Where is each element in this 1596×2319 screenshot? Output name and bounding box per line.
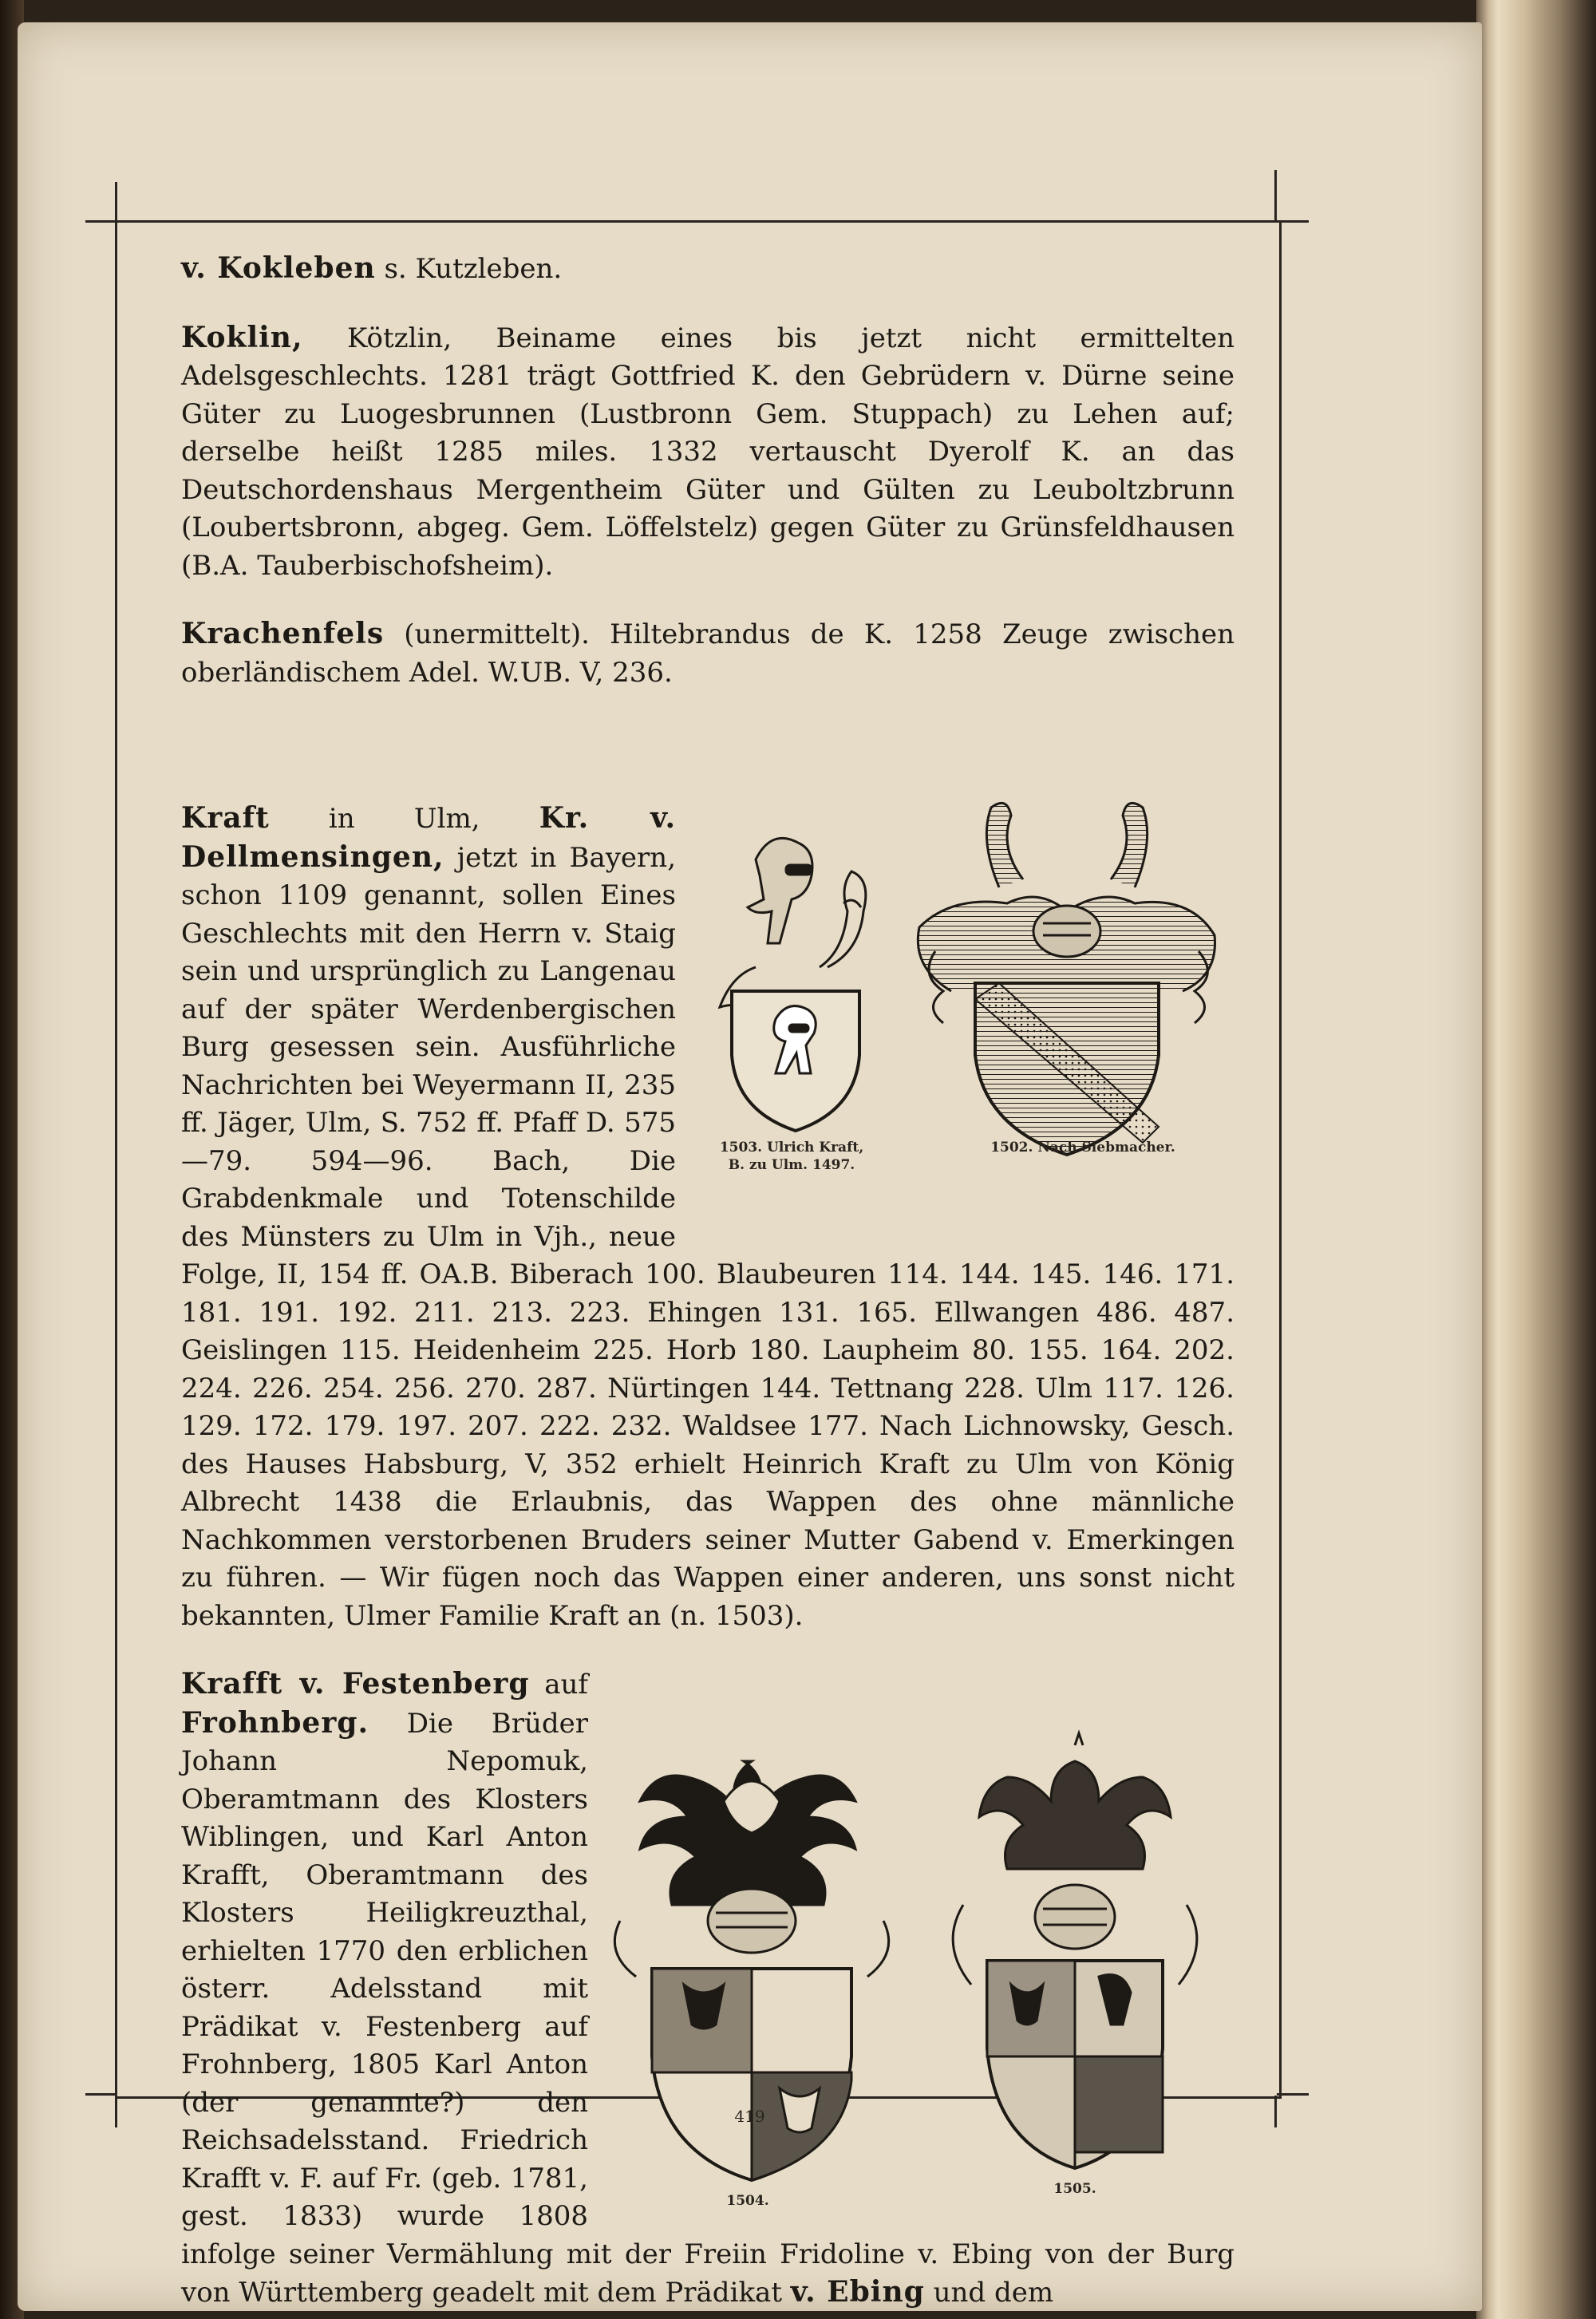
book-page [18, 22, 1482, 2311]
caption-line: B. zu Ulm. 1497. [728, 1157, 855, 1173]
entry-krachenfels [181, 615, 1235, 692]
entry-kokleben [181, 250, 1235, 289]
entry-text: und dem [924, 2277, 1054, 2309]
entry-subhead: Kr. v. Dellmensingen, [181, 801, 676, 874]
page-number: 419 [734, 2107, 765, 2126]
book-edge-right [1476, 0, 1596, 2319]
figure-caption-1503 [692, 1139, 891, 1174]
entry-head: Kraft [181, 801, 270, 835]
entry-head: Krachenfels [181, 617, 385, 650]
entry-text: Die Brüder Johann Nepomuk, Oberamtmann des Klosters Wiblingen, und Karl Anton Krafft, Oberamtmann des Klosters Heiligkreuzthal, erhielten 1770 den erblichen österr. Adelsstand mit Prädikat v. Festenberg auf Frohnberg, 1805 Karl Anton (der genannte?) den Reichsadelsstand. Friedrich Krafft v. F. auf Fr. (geb. 1781, gest. 1833) wurde 1808 infolge seiner Vermählung mit der Freiin Fridoline v. Ebing von der Burg von Württemberg geadelt mit dem Prädikat [181, 1707, 1235, 2309]
frame-corner-mark [85, 2093, 117, 2096]
entry-text: jetzt in Bayern, schon 1109 genannt, sollen Eines Geschlechts mit den Herrn v. Staig sein und ursprünglich zu Langenau auf der später Werdenbergischen Burg gesessen sein. Ausführliche Nachrichten bei Weyermann II, 235 ff. Jäger, Ulm, S. 752 ff. Pfaff D. 575—79. 594—96. Bach, Die Grabdenkmale und Totenschilde des Münsters zu Ulm in Vjh., neue Folge, II, 154 ff. OA.B. Biberach 100. Blaubeuren 114. 144. 145. 146. 171. 181. 191. 192. 211. 213. 223. Ehingen 131. 165. Ellwangen 486. 487. Geislingen 115. Heidenheim 225. Horb 180. Laupheim 80. 155. 164. 202. 224. 226. 254. 256. 270. 287. Nürtingen 144. Tettnang 228. Ulm 117. 126. 129. 172. 179. 197. 207. 222. 232. Waldsee 177. Nach Lichnowsky, Gesch. des Hauses Habsburg, V, 352 erhielt Heinrich Kraft zu Ulm von König Albrecht 1438 die Erlaubnis, das Wappen des ohne männliche Nachkommen verstorbenen Bruders seiner Mutter Gabend v. Emerkingen zu führen. — Wir fügen noch das Wappen einer anderen, uns sonst nicht bekannten, Ulmer Familie Kraft an (n. 1503). [181, 841, 1235, 1632]
entry-krafft [181, 1665, 1235, 2313]
entry-head: Koklin, [181, 320, 303, 354]
frame-corner-mark [1277, 220, 1309, 223]
entry-kraft [181, 724, 1235, 1635]
frame-corner-mark [85, 220, 117, 223]
entry-text: in Ulm, [269, 803, 539, 835]
figure-group-kraft [684, 800, 1235, 1246]
entry-head: v. Kokleben [181, 251, 376, 285]
frame-corner-mark [1274, 170, 1277, 222]
entry-text: s. Kutzleben. [375, 253, 563, 285]
frame-corner-mark [1277, 2093, 1309, 2096]
figure-caption-1504: 1504. [726, 2193, 769, 2209]
frame-corner-mark [115, 182, 117, 222]
entry-text: (unermittelt). Hiltebrandus de K. 1258 Zeuge zwischen oberländischem Adel. W.UB. V, 236. [181, 618, 1235, 689]
entry-subhead: v. Ebing [790, 2275, 925, 2309]
caption-line: 1503. Ulrich Kraft, [719, 1140, 864, 1156]
entry-subhead: Frohnberg. [181, 1705, 369, 1740]
figure-caption-1505: 1505. [1053, 2181, 1096, 2197]
entry-head: Krafft v. Festenberg [181, 1667, 530, 1701]
entry-koklin [181, 319, 1235, 586]
figure-group-krafft [596, 1737, 1235, 2232]
coat-of-arms-1503-illustration [700, 816, 883, 1135]
entry-text: Kötzlin, Beiname eines bis jetzt nicht ermittelten Adelsgeschlechts. 1281 trägt Gottfried K. den Gebrüdern v. Dürne seine Güter zu Luogesbrunnen (Lustbronn Gem. Stuppach) zu Lehen auf; derselbe heißt 1285 miles. 1332 vertauscht Dyerolf K. an das Deutschordenshaus Mergentheim Güter und Gülten zu Leuboltzbrunn (Loubertsbronn, abgeg. Gem. Löffelstelz) gegen Güter zu Grünsfeldhausen (B.A. Tauberbischofsheim). [181, 322, 1235, 582]
entry-text: auf [529, 1669, 588, 1701]
figure-caption-1502: 1502. Nach Siebmacher. [990, 1140, 1175, 1156]
coat-of-arms-1502-illustration [903, 792, 1231, 1159]
